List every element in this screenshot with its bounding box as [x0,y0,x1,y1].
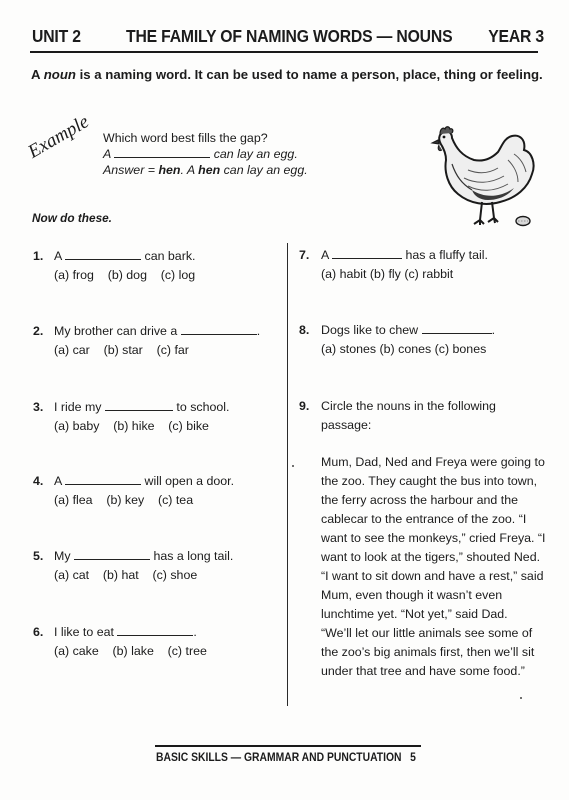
intro-post: is a naming word. It can be used to name a person, place, thing or feeling. [75,67,543,82]
answer-blank[interactable] [181,323,257,335]
passage-line[interactable]: Mum, even though it wasn’t even [321,588,503,602]
question-number: 4. [33,474,44,488]
page-header [32,26,544,54]
question-options: (a) cake (b) lake (c) tree [54,644,207,658]
stem-pre: Dogs like to chew [321,323,419,337]
q9-line-2: passage: [321,418,372,432]
intro-pre: A [31,67,44,82]
question-stem [54,247,195,266]
answer-end: can lay an egg. [220,163,308,177]
footer-rule [155,745,421,747]
passage-line[interactable]: under that tree and have some food.” [321,664,525,678]
stem-pre: A [54,474,62,488]
speck [292,465,294,467]
passage [321,453,546,681]
question-stem [54,398,229,417]
footer-text: BASIC SKILLS — GRAMMAR AND PUNCTUATION [156,752,402,764]
passage-line[interactable]: “We’ll let our little animals see some of [321,626,533,640]
page-footer [156,752,416,764]
q9-line-1: Circle the nouns in the following [321,399,496,413]
question-number: 3. [33,400,44,414]
question-stem [321,321,495,340]
stem-pre: A [54,249,62,263]
stem-post: has a long tail. [153,549,234,563]
example-blank [114,146,210,158]
passage-line[interactable]: want to see the monkeys,” cried Freya. “I [321,531,546,545]
question-number: 6. [33,625,44,639]
question-stem [321,397,541,435]
example-label: Example [24,111,93,163]
page-title: THE FAMILY OF NAMING WORDS — NOUNS [126,26,453,46]
example-answer [103,162,308,178]
question-number: 2. [33,324,44,338]
question-number: 5. [33,549,44,563]
answer-blank[interactable] [74,548,150,560]
question-stem [54,547,233,566]
intro-noun-word: noun [43,67,76,82]
instructions: Now do these. [32,211,112,225]
passage-line[interactable]: lunchtime yet. “Not yet,” said Dad. [321,607,508,621]
example-sentence-start: A [103,147,111,161]
column-divider [287,243,288,706]
answer-label: Answer = [103,163,159,177]
question-number: 9. [299,399,310,413]
answer-rest: . A [180,163,199,177]
question-options: (a) car (b) star (c) far [54,343,189,357]
hen-illustration [428,124,540,232]
passage-line[interactable]: Mum, Dad, Ned and Freya were going to [321,455,545,469]
speck [520,697,522,699]
question-number: 7. [299,248,310,262]
question-stem [54,623,197,642]
question-number: 8. [299,323,310,337]
header-rule [30,51,538,53]
passage-line[interactable]: the zoo’s big animals first, then we’ll sit [321,645,535,659]
question-options: (a) habit (b) fly (c) rabbit [321,267,454,281]
stem-post: can bark. [144,249,196,263]
page-number: 5 [410,752,416,764]
answer-word: hen [158,163,181,177]
question-stem [54,322,260,341]
question-options: (a) flea (b) key (c) tea [54,493,194,507]
year-label: YEAR 3 [488,26,544,46]
question-options: (a) stones (b) cones (c) bones [321,342,487,356]
answer-blank[interactable] [105,399,173,411]
answer-blank[interactable] [117,624,193,636]
answer-blank[interactable] [65,248,141,260]
example-sentence-end: can lay an egg. [213,147,298,161]
question-stem [321,246,488,265]
passage-line[interactable]: the ferry across the harbour and the [321,493,518,507]
example-block [103,130,308,178]
stem-post: has a fluffy tail. [405,248,488,262]
stem-pre: I like to eat [54,625,114,639]
stem-pre: A [321,248,329,262]
passage-line[interactable]: “I want to sit down and have a rest,” said [321,569,544,583]
passage-line[interactable]: cablecar to the entrance of the zoo. “I [321,512,527,526]
unit-label: UNIT 2 [32,26,81,46]
stem-pre: I ride my [54,400,102,414]
question-options: (a) baby (b) hike (c) bike [54,419,209,433]
noun-definition [31,67,543,82]
stem-post: . [193,625,197,639]
answer-blank[interactable] [422,322,492,334]
stem-post: will open a door. [144,474,235,488]
answer-word-2: hen [198,163,221,177]
stem-pre: My brother can drive a [54,324,178,338]
stem-post: to school. [176,400,230,414]
stem-pre: My [54,549,71,563]
question-number: 1. [33,249,44,263]
stem-post: . [491,323,496,337]
example-sentence [103,146,308,162]
answer-blank[interactable] [65,473,141,485]
question-stem [54,472,234,491]
answer-blank[interactable] [332,247,402,259]
passage-line[interactable]: want to look at the tigers,” shouted Ned. [321,550,541,564]
example-question: Which word best fills the gap? [103,131,268,145]
passage-line[interactable]: the zoo. They caught the bus into town, [321,474,538,488]
question-options: (a) frog (b) dog (c) log [54,268,196,282]
question-options: (a) cat (b) hat (c) shoe [54,568,198,582]
stem-post: . [256,324,261,338]
